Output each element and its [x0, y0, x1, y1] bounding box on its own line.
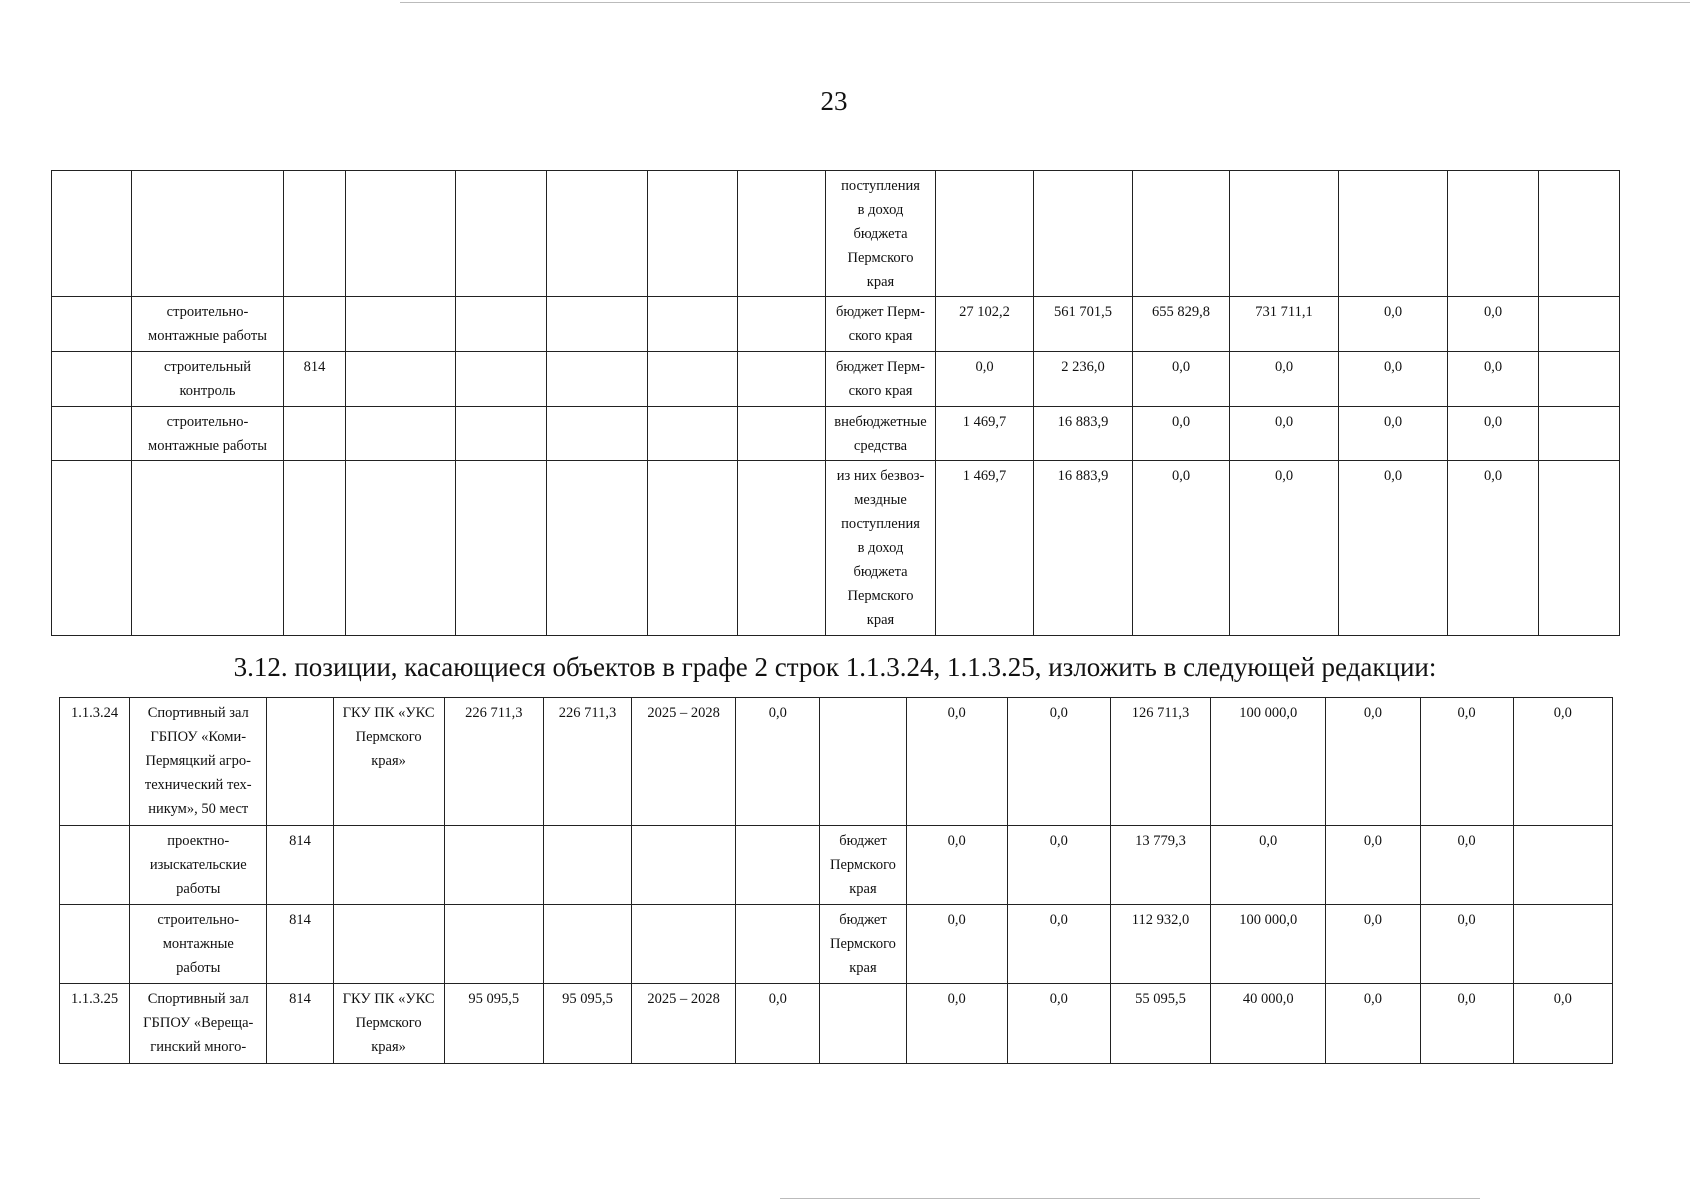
table-cell: [52, 297, 132, 352]
table-cell: 1.1.3.25: [60, 984, 130, 1064]
table-cell: бюджет Пермского края: [820, 826, 906, 905]
table-cell: 100 000,0: [1211, 905, 1326, 984]
table-cell: 2 236,0: [1034, 352, 1133, 407]
table-cell: строительный контроль: [132, 352, 284, 407]
financing-table-continued: [51, 170, 1620, 636]
table-cell: [1513, 826, 1612, 905]
table-cell: 731 711,1: [1230, 297, 1339, 352]
table-cell: [346, 171, 456, 297]
table-cell: [456, 297, 547, 352]
table-cell: ГКУ ПК «УКС Пермского края»: [333, 984, 444, 1064]
table-cell: [52, 461, 132, 636]
table-cell: 0,0: [1211, 826, 1326, 905]
table-row: [60, 905, 1613, 984]
table-cell: 0,0: [1420, 905, 1513, 984]
table-cell: [1539, 171, 1620, 297]
table-cell: 95 095,5: [444, 984, 543, 1064]
table-cell: 0,0: [1339, 407, 1448, 461]
table-cell: [820, 984, 906, 1064]
table-cell: 0,0: [1230, 407, 1339, 461]
table-cell: 0,0: [1007, 905, 1110, 984]
table-cell: 95 095,5: [543, 984, 631, 1064]
table-cell: из них безвоз- мездные поступления в доход бюджета Пермского края: [826, 461, 936, 636]
table-cell: [52, 407, 132, 461]
table-row: [52, 171, 1620, 297]
table-cell: [738, 297, 826, 352]
table-cell: [1539, 352, 1620, 407]
table-cell: 2025 – 2028: [632, 698, 736, 826]
table-cell: Спортивный зал ГБПОУ «Верещa- гинский много-: [130, 984, 267, 1064]
table-cell: [1034, 171, 1133, 297]
table-cell: [284, 407, 346, 461]
table-cell: 0,0: [1007, 698, 1110, 826]
scan-edge-top: [400, 2, 1690, 3]
table-cell: [1230, 171, 1339, 297]
table-cell: [738, 352, 826, 407]
table-cell: бюджет Перм- ского края: [826, 352, 936, 407]
table-cell: 0,0: [1448, 407, 1539, 461]
table-cell: 0,0: [1230, 352, 1339, 407]
table-cell: 0,0: [1448, 297, 1539, 352]
table-cell: [346, 461, 456, 636]
table-cell: 0,0: [1448, 352, 1539, 407]
table-cell: внебюджетные средства: [826, 407, 936, 461]
table-cell: [736, 826, 820, 905]
table-cell: [547, 352, 648, 407]
table-cell: строительно- монтажные работы: [132, 297, 284, 352]
table-cell: 0,0: [1133, 352, 1230, 407]
table-cell: 655 829,8: [1133, 297, 1230, 352]
table-cell: 112 932,0: [1110, 905, 1210, 984]
table-cell: 0,0: [1007, 984, 1110, 1064]
table-cell: [284, 461, 346, 636]
table-cell: [543, 826, 631, 905]
table-cell: 40 000,0: [1211, 984, 1326, 1064]
financing-table-objects: [59, 697, 1613, 1064]
table-cell: 0,0: [906, 905, 1007, 984]
table-cell: 0,0: [736, 698, 820, 826]
table-cell: [333, 905, 444, 984]
table-cell: [132, 171, 284, 297]
table-cell: 27 102,2: [936, 297, 1034, 352]
table-cell: 0,0: [906, 984, 1007, 1064]
table-row: [52, 407, 1620, 461]
table-cell: 0,0: [736, 984, 820, 1064]
table-cell: 0,0: [1326, 698, 1420, 826]
table-cell: строительно- монтажные работы: [132, 407, 284, 461]
table-cell: 814: [267, 826, 333, 905]
table-cell: [444, 826, 543, 905]
table-cell: [52, 171, 132, 297]
table-cell: [284, 171, 346, 297]
table-cell: [648, 352, 738, 407]
table-cell: [456, 352, 547, 407]
table-cell: 0,0: [1513, 984, 1612, 1064]
table-row: [52, 352, 1620, 407]
table-row: [52, 297, 1620, 352]
table-cell: 814: [267, 905, 333, 984]
table-cell: [1539, 461, 1620, 636]
table-cell: [648, 461, 738, 636]
table-cell: 814: [284, 352, 346, 407]
table-row: [52, 461, 1620, 636]
table-cell: 100 000,0: [1211, 698, 1326, 826]
table-cell: [60, 905, 130, 984]
table-cell: [738, 407, 826, 461]
table-cell: 0,0: [1133, 407, 1230, 461]
scan-edge-bottom: [780, 1198, 1480, 1199]
table-cell: 0,0: [1326, 905, 1420, 984]
table-cell: 1.1.3.24: [60, 698, 130, 826]
table-cell: [333, 826, 444, 905]
table-cell: 0,0: [1420, 984, 1513, 1064]
page-number: 23: [820, 86, 848, 116]
table-cell: Спортивный зал ГБПОУ «Коми- Пермяцкий агро- технический тех- никум», 50 мест: [130, 698, 267, 826]
table-cell: строительно- монтажные работы: [130, 905, 267, 984]
table-cell: [543, 905, 631, 984]
table-cell: [444, 905, 543, 984]
table-cell: [284, 297, 346, 352]
table-cell: 0,0: [1326, 984, 1420, 1064]
table-cell: [456, 407, 547, 461]
table-cell: 1 469,7: [936, 407, 1034, 461]
table-cell: [1339, 171, 1448, 297]
table-row: [60, 698, 1613, 826]
table-cell: [52, 352, 132, 407]
table-cell: 814: [267, 984, 333, 1064]
table-cell: 0,0: [936, 352, 1034, 407]
table-cell: 0,0: [1133, 461, 1230, 636]
table-cell: 16 883,9: [1034, 407, 1133, 461]
table-cell: [820, 698, 906, 826]
table-cell: [346, 407, 456, 461]
table-cell: 0,0: [1326, 826, 1420, 905]
section-heading: 3.12. позиции, касающиеся объектов в графе 2 строк 1.1.3.24, 1.1.3.25, изложить в следующей редакции:: [233, 652, 1437, 682]
table-cell: бюджет Перм- ского края: [826, 297, 936, 352]
table-cell: [936, 171, 1034, 297]
table-cell: 0,0: [1448, 461, 1539, 636]
table-cell: [132, 461, 284, 636]
table-cell: 0,0: [1339, 461, 1448, 636]
table-cell: [736, 905, 820, 984]
table-cell: [547, 407, 648, 461]
table-cell: 16 883,9: [1034, 461, 1133, 636]
table-cell: [1513, 905, 1612, 984]
table-cell: [1133, 171, 1230, 297]
table-cell: [1539, 297, 1620, 352]
table-cell: 0,0: [1339, 297, 1448, 352]
table-cell: [738, 461, 826, 636]
table-cell: 0,0: [1007, 826, 1110, 905]
table-cell: 126 711,3: [1110, 698, 1210, 826]
table-cell: бюджет Пермского края: [820, 905, 906, 984]
table-cell: [1448, 171, 1539, 297]
table-cell: 0,0: [1420, 698, 1513, 826]
table-cell: 0,0: [1513, 698, 1612, 826]
table-cell: 226 711,3: [444, 698, 543, 826]
table-cell: [1539, 407, 1620, 461]
table-cell: [60, 826, 130, 905]
table-cell: [346, 352, 456, 407]
table-cell: [346, 297, 456, 352]
table-cell: 55 095,5: [1110, 984, 1210, 1064]
table-cell: [547, 461, 648, 636]
table-cell: 0,0: [906, 698, 1007, 826]
table-cell: [456, 171, 547, 297]
table-row: [60, 984, 1613, 1064]
table-cell: 1 469,7: [936, 461, 1034, 636]
table-cell: [738, 171, 826, 297]
table-cell: 0,0: [1339, 352, 1448, 407]
table-cell: [648, 171, 738, 297]
table-cell: [648, 407, 738, 461]
table-cell: 13 779,3: [1110, 826, 1210, 905]
table-cell: [547, 297, 648, 352]
table-cell: 226 711,3: [543, 698, 631, 826]
table-cell: проектно- изыскательские работы: [130, 826, 267, 905]
table-cell: ГКУ ПК «УКС Пермского края»: [333, 698, 444, 826]
table-cell: 561 701,5: [1034, 297, 1133, 352]
table-cell: [632, 905, 736, 984]
table-cell: [632, 826, 736, 905]
table-cell: 0,0: [906, 826, 1007, 905]
table-cell: [547, 171, 648, 297]
table-row: [60, 826, 1613, 905]
table-cell: 0,0: [1420, 826, 1513, 905]
table-cell: [648, 297, 738, 352]
table-cell: поступления в доход бюджета Пермского края: [826, 171, 936, 297]
table-cell: [456, 461, 547, 636]
table-cell: 0,0: [1230, 461, 1339, 636]
table-cell: 2025 – 2028: [632, 984, 736, 1064]
table-cell: [267, 698, 333, 826]
